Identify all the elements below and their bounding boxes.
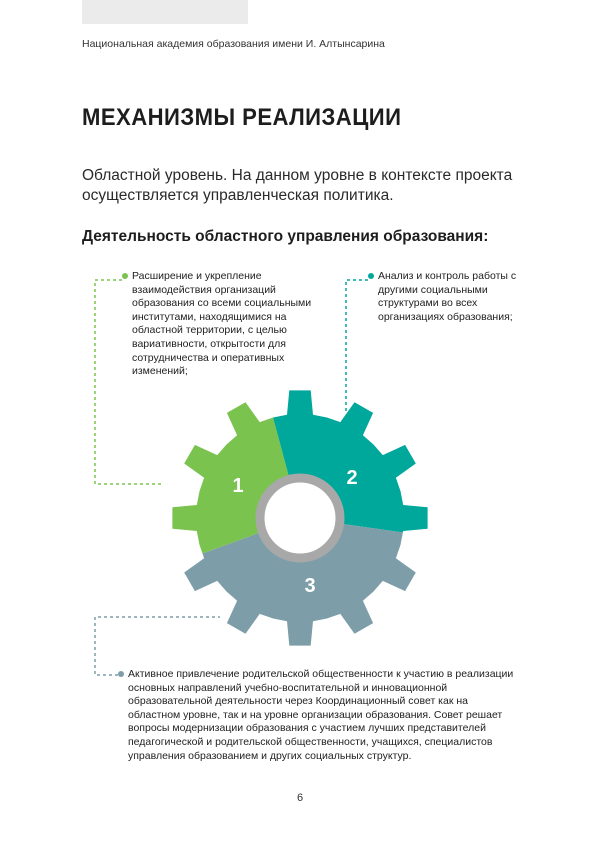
bullet-text-2: Анализ и контроль работы с другими социальными структурами во всех организациях образования; xyxy=(378,270,517,323)
segment-label-3: 3 xyxy=(304,575,316,597)
bullet-item-3 xyxy=(128,668,523,763)
page-number: 6 xyxy=(296,792,304,804)
bullet-text-3: Активное привлечение родительской общественности к участию в реализации основных направлений учебно-воспитательной и инновационной образовательной деятельности через Координационный совет как на областном уровне, так и на уровне организации образования. Совет решает вопросы модернизации образования с участием лучших представителей педагогической и родительской общественности, учащихся, специалистов управления образованием и других социальных структур. xyxy=(128,668,514,762)
page-title: МЕХАНИЗМЫ РЕАЛИЗАЦИИ xyxy=(82,104,402,131)
bullet-item-2 xyxy=(378,270,518,324)
bullet-item-1 xyxy=(132,270,332,379)
bullet-dot-3 xyxy=(118,671,124,677)
section-heading: Деятельность областного управления образования: xyxy=(82,228,489,245)
bullet-text-1: Расширение и укрепление взаимодействия организаций образования со всеми социальными институтами, находящимися на областной территории, с целью вариативности, открытости для сотрудничества и оперативных изменений; xyxy=(132,270,312,378)
segment-label-1: 1 xyxy=(232,475,244,497)
bullet-dot-1 xyxy=(122,273,128,279)
segment-label-2: 2 xyxy=(346,467,358,489)
organization-name: Национальная академия образования имени И. Алтынсарина xyxy=(82,38,385,50)
bullet-dot-2 xyxy=(368,273,374,279)
gear-center-ring xyxy=(260,478,340,558)
connector-2 xyxy=(346,280,368,412)
connector-3 xyxy=(95,617,220,675)
intro-paragraph: Областной уровень. На данном уровне в контексте проекта осуществляется управленческая политика. xyxy=(82,167,513,204)
